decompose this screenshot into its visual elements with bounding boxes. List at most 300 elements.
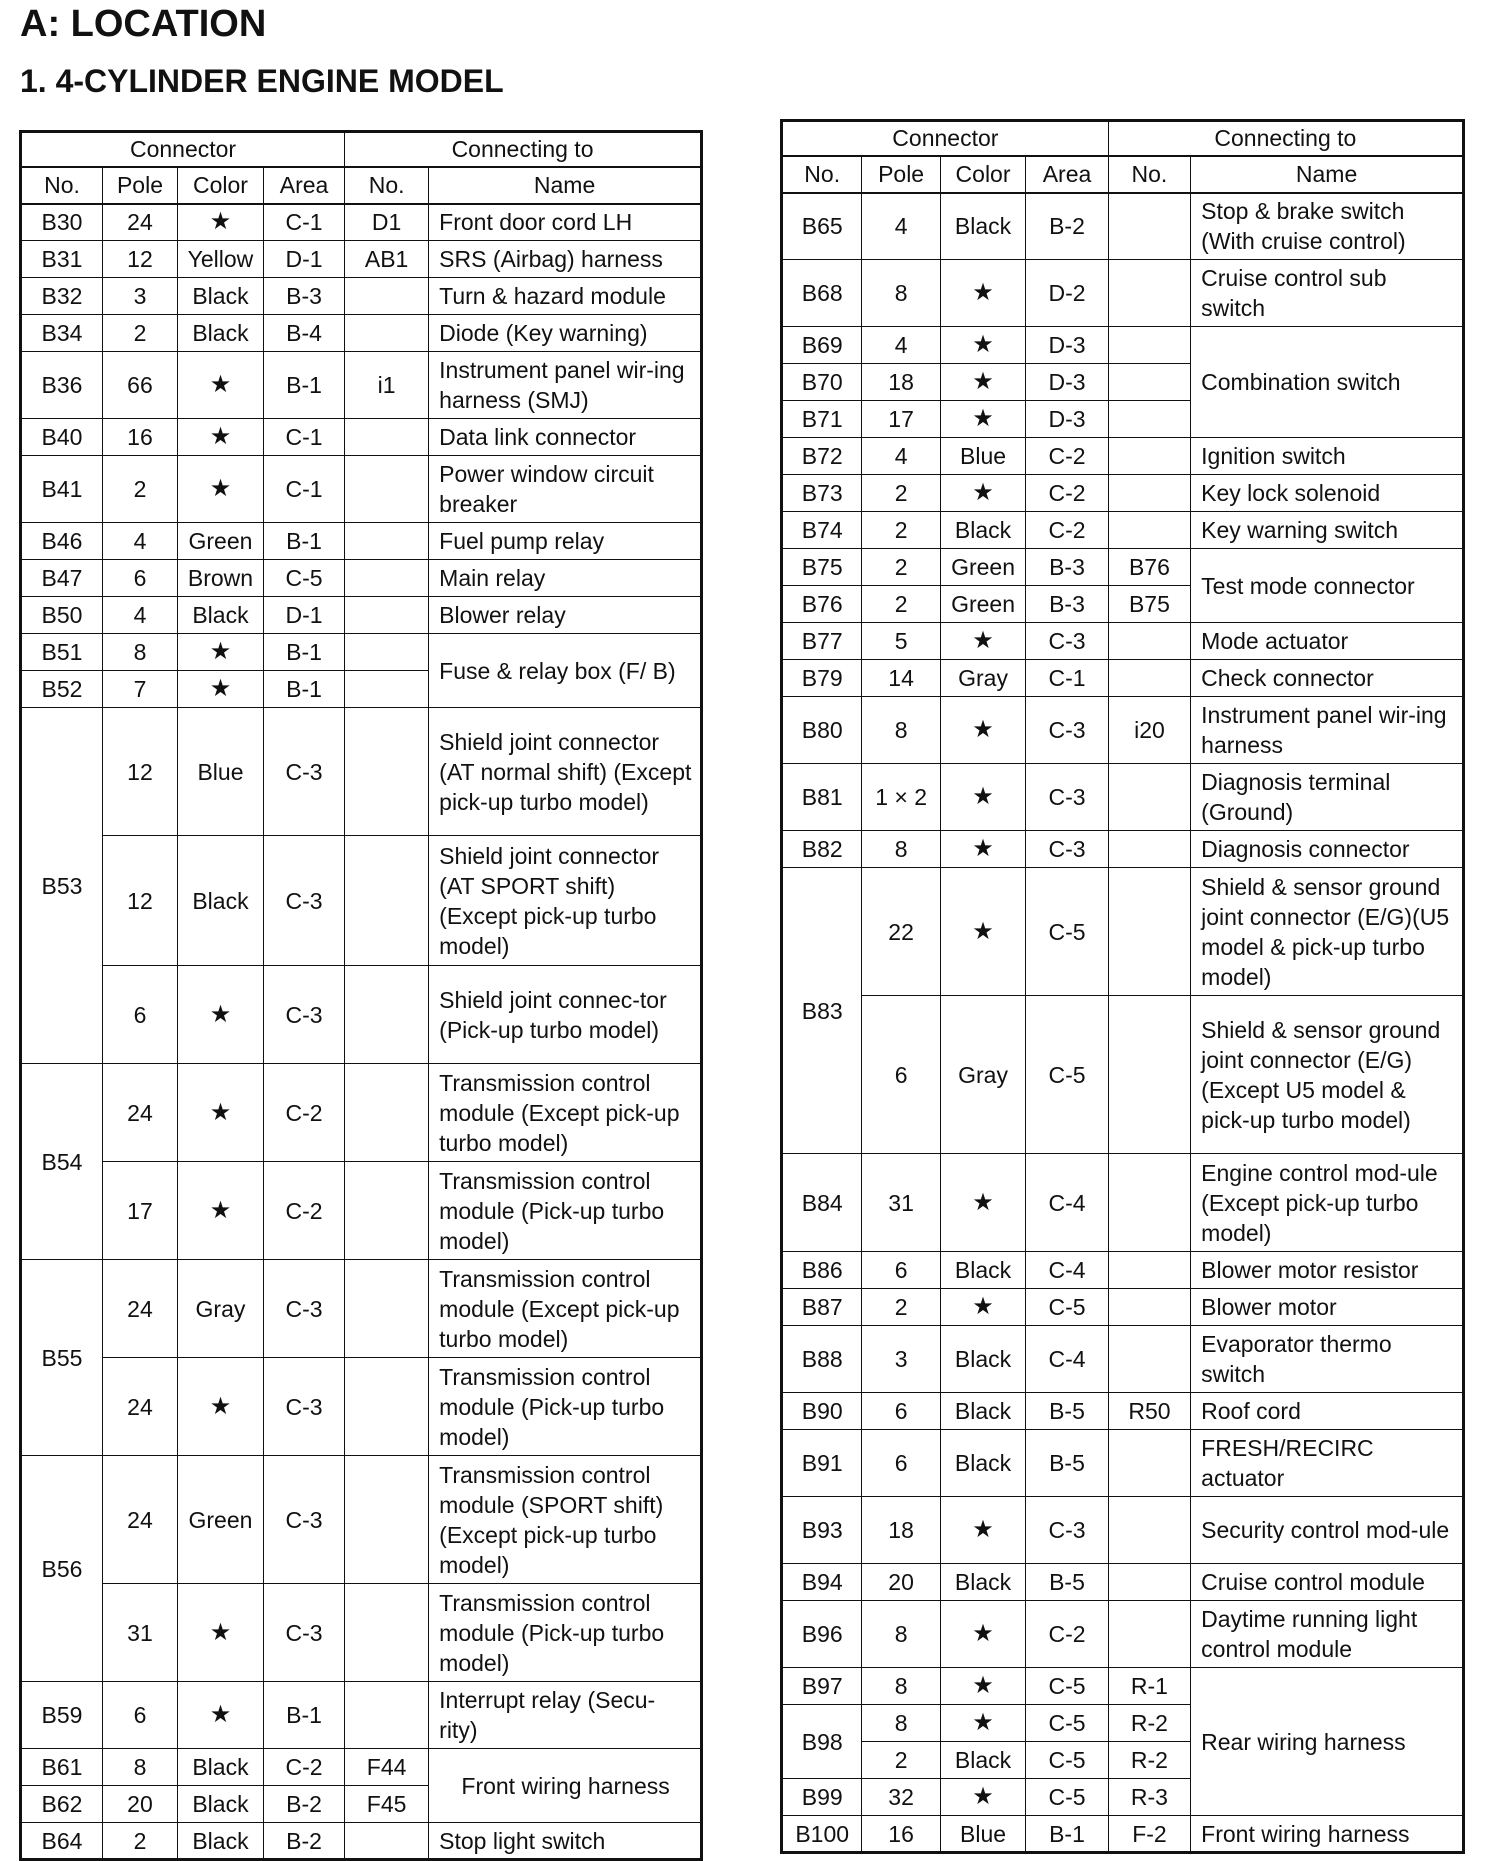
cell-no: B55 bbox=[21, 1260, 103, 1456]
cell-to-no bbox=[1108, 1601, 1190, 1668]
cell-color: ★ bbox=[940, 1497, 1026, 1564]
cell-no: B97 bbox=[782, 1668, 862, 1705]
col-color-header: Color bbox=[177, 167, 263, 204]
cell-to-no bbox=[1108, 1252, 1190, 1289]
cell-area: C-2 bbox=[264, 1749, 345, 1786]
table-row bbox=[782, 996, 1464, 1154]
cell-area: D-3 bbox=[1026, 327, 1108, 364]
cell-pole: 3 bbox=[862, 1326, 940, 1393]
cell-no: B70 bbox=[782, 364, 862, 401]
cell-name: Key lock solenoid bbox=[1191, 475, 1464, 512]
cell-area: C-3 bbox=[264, 708, 345, 836]
cell-pole: 2 bbox=[862, 1742, 940, 1779]
cell-area: C-3 bbox=[264, 966, 345, 1064]
table-row bbox=[782, 260, 1464, 327]
cell-no: B36 bbox=[21, 352, 103, 419]
cell-no: B90 bbox=[782, 1393, 862, 1430]
table-row bbox=[21, 315, 702, 352]
cell-to-no bbox=[345, 708, 429, 836]
cell-no: B99 bbox=[782, 1779, 862, 1816]
cell-color: Black bbox=[940, 512, 1026, 549]
cell-pole: 8 bbox=[862, 831, 940, 868]
cell-area: C-3 bbox=[1026, 831, 1108, 868]
cell-name: FRESH/RECIRC actuator bbox=[1191, 1430, 1464, 1497]
cell-color: Black bbox=[940, 1742, 1026, 1779]
cell-pole: 22 bbox=[862, 868, 940, 996]
table-row bbox=[782, 764, 1464, 831]
cell-pole: 4 bbox=[862, 193, 940, 260]
cell-pole: 8 bbox=[862, 1601, 940, 1668]
cell-color: Green bbox=[177, 1456, 263, 1584]
cell-area: B-1 bbox=[264, 523, 345, 560]
cell-pole: 2 bbox=[862, 586, 940, 623]
cell-name: Cruise control sub switch bbox=[1191, 260, 1464, 327]
cell-area: D-3 bbox=[1026, 401, 1108, 438]
cell-to-no bbox=[1108, 1326, 1190, 1393]
cell-color: ★ bbox=[940, 831, 1026, 868]
table-row bbox=[782, 438, 1464, 475]
cell-name: Transmission control module (SPORT shift) (Except pick-up turbo model) bbox=[429, 1456, 702, 1584]
cell-name: Mode actuator bbox=[1191, 623, 1464, 660]
cell-to-no bbox=[1108, 1497, 1190, 1564]
cell-area: C-3 bbox=[1026, 1497, 1108, 1564]
cell-no: B50 bbox=[21, 597, 103, 634]
cell-area: C-2 bbox=[1026, 475, 1108, 512]
cell-to-no bbox=[1108, 764, 1190, 831]
cell-name: Stop light switch bbox=[429, 1823, 702, 1860]
cell-area: B-5 bbox=[1026, 1564, 1108, 1601]
cell-to-no bbox=[345, 1456, 429, 1584]
cell-pole: 6 bbox=[103, 1682, 178, 1749]
cell-to-no bbox=[1108, 1154, 1190, 1252]
cell-pole: 7 bbox=[103, 671, 178, 708]
cell-to-no bbox=[345, 1064, 429, 1162]
cell-color: Black bbox=[177, 597, 263, 634]
cell-no: B83 bbox=[782, 868, 862, 1154]
cell-color: ★ bbox=[177, 419, 263, 456]
cell-to-no bbox=[345, 278, 429, 315]
cell-color: ★ bbox=[940, 623, 1026, 660]
cell-name: Engine control mod-ule (Except pick-up turbo model) bbox=[1191, 1154, 1464, 1252]
table-row bbox=[782, 1601, 1464, 1668]
cell-color: Black bbox=[177, 1749, 263, 1786]
cell-to-no: B76 bbox=[1108, 549, 1190, 586]
cell-color: ★ bbox=[177, 1358, 263, 1456]
connecting-to-group-header: Connecting to bbox=[345, 132, 702, 167]
cell-pole: 17 bbox=[862, 401, 940, 438]
cell-to-no bbox=[345, 1260, 429, 1358]
cell-area: B-2 bbox=[1026, 193, 1108, 260]
cell-no: B94 bbox=[782, 1564, 862, 1601]
section-title: 1. 4-CYLINDER ENGINE MODEL bbox=[20, 63, 504, 99]
cell-no: B61 bbox=[21, 1749, 103, 1786]
table-row bbox=[21, 523, 702, 560]
cell-no: B64 bbox=[21, 1823, 103, 1860]
table-row bbox=[21, 1456, 702, 1584]
table-row bbox=[782, 1252, 1464, 1289]
cell-color: Green bbox=[940, 549, 1026, 586]
cell-to-no: R-2 bbox=[1108, 1742, 1190, 1779]
cell-pole: 17 bbox=[103, 1162, 178, 1260]
cell-name: Shield & sensor ground joint connector (E/G)(U5 model & pick-up turbo model) bbox=[1191, 868, 1464, 996]
cell-to-no bbox=[1108, 327, 1190, 364]
col-no-header: No. bbox=[782, 156, 862, 193]
cell-pole: 32 bbox=[862, 1779, 940, 1816]
cell-name: Diagnosis terminal (Ground) bbox=[1191, 764, 1464, 831]
cell-pole: 6 bbox=[862, 1393, 940, 1430]
table-row bbox=[21, 1260, 702, 1358]
cell-name: Cruise control module bbox=[1191, 1564, 1464, 1601]
cell-pole: 4 bbox=[862, 438, 940, 475]
cell-color: ★ bbox=[177, 1064, 263, 1162]
cell-to-no: i1 bbox=[345, 352, 429, 419]
cell-to-no: F-2 bbox=[1108, 1816, 1190, 1853]
cell-pole: 4 bbox=[103, 597, 178, 634]
table-row bbox=[782, 475, 1464, 512]
cell-no: B100 bbox=[782, 1816, 862, 1853]
cell-pole: 24 bbox=[103, 1456, 178, 1584]
cell-name: Transmission control module (Pick-up turbo model) bbox=[429, 1162, 702, 1260]
col-area-header: Area bbox=[1026, 156, 1108, 193]
cell-name: Instrument panel wir-ing harness (SMJ) bbox=[429, 352, 702, 419]
cell-no: B72 bbox=[782, 438, 862, 475]
cell-color: Black bbox=[940, 193, 1026, 260]
cell-pole: 24 bbox=[103, 1064, 178, 1162]
cell-to-no bbox=[345, 419, 429, 456]
cell-area: C-3 bbox=[264, 1260, 345, 1358]
table-row bbox=[782, 1497, 1464, 1564]
cell-pole: 8 bbox=[103, 1749, 178, 1786]
table-row bbox=[782, 549, 1464, 586]
table-row bbox=[21, 634, 702, 671]
table-row bbox=[782, 660, 1464, 697]
cell-name: Blower motor bbox=[1191, 1289, 1464, 1326]
cell-color: ★ bbox=[940, 1289, 1026, 1326]
cell-to-no bbox=[345, 634, 429, 671]
col-area-header: Area bbox=[264, 167, 345, 204]
cell-to-no bbox=[345, 597, 429, 634]
cell-to-no bbox=[1108, 1564, 1190, 1601]
cell-no: B91 bbox=[782, 1430, 862, 1497]
cell-color: ★ bbox=[940, 475, 1026, 512]
cell-pole: 2 bbox=[103, 315, 178, 352]
col-to-no-header: No. bbox=[345, 167, 429, 204]
table-row bbox=[782, 1430, 1464, 1497]
cell-area: C-2 bbox=[264, 1162, 345, 1260]
cell-no: B62 bbox=[21, 1786, 103, 1823]
table-row bbox=[21, 1064, 702, 1162]
cell-no: B73 bbox=[782, 475, 862, 512]
cell-pole: 20 bbox=[103, 1786, 178, 1823]
cell-name: Blower relay bbox=[429, 597, 702, 634]
cell-area: B-3 bbox=[264, 278, 345, 315]
cell-name: Power window circuit breaker bbox=[429, 456, 702, 523]
cell-to-no bbox=[1108, 260, 1190, 327]
cell-to-no: AB1 bbox=[345, 241, 429, 278]
cell-pole: 31 bbox=[862, 1154, 940, 1252]
cell-area: C-4 bbox=[1026, 1154, 1108, 1252]
cell-area: B-1 bbox=[264, 634, 345, 671]
cell-area: B-5 bbox=[1026, 1430, 1108, 1497]
cell-color: ★ bbox=[940, 1601, 1026, 1668]
cell-area: D-1 bbox=[264, 241, 345, 278]
table-row bbox=[782, 1668, 1464, 1705]
table-row bbox=[21, 708, 702, 836]
cell-no: B40 bbox=[21, 419, 103, 456]
cell-to-no bbox=[1108, 438, 1190, 475]
cell-name: Main relay bbox=[429, 560, 702, 597]
cell-pole: 5 bbox=[862, 623, 940, 660]
cell-to-no bbox=[1108, 401, 1190, 438]
table-row bbox=[782, 697, 1464, 764]
cell-pole: 31 bbox=[103, 1584, 178, 1682]
table-row bbox=[782, 327, 1464, 364]
table-row bbox=[21, 278, 702, 315]
cell-area: C-3 bbox=[1026, 697, 1108, 764]
cell-pole: 18 bbox=[862, 364, 940, 401]
cell-area: B-3 bbox=[1026, 586, 1108, 623]
col-pole-header: Pole bbox=[103, 167, 178, 204]
cell-to-no bbox=[345, 836, 429, 966]
table-row bbox=[21, 1358, 702, 1456]
table-row bbox=[21, 1749, 702, 1786]
table-row bbox=[21, 1162, 702, 1260]
connector-group-header: Connector bbox=[21, 132, 345, 167]
cell-to-no bbox=[1108, 512, 1190, 549]
table-row bbox=[21, 419, 702, 456]
cell-area: C-5 bbox=[1026, 996, 1108, 1154]
cell-to-no bbox=[345, 523, 429, 560]
cell-pole: 2 bbox=[862, 475, 940, 512]
cell-no: B34 bbox=[21, 315, 103, 352]
page-title: A: LOCATION bbox=[20, 3, 267, 45]
cell-name: Diagnosis connector bbox=[1191, 831, 1464, 868]
cell-pole: 20 bbox=[862, 1564, 940, 1601]
cell-name: Evaporator thermo switch bbox=[1191, 1326, 1464, 1393]
cell-area: D-1 bbox=[264, 597, 345, 634]
cell-no: B87 bbox=[782, 1289, 862, 1326]
cell-color: ★ bbox=[940, 1779, 1026, 1816]
cell-name: Stop & brake switch (With cruise control) bbox=[1191, 193, 1464, 260]
cell-color: ★ bbox=[177, 456, 263, 523]
cell-no: B74 bbox=[782, 512, 862, 549]
cell-to-no bbox=[1108, 868, 1190, 996]
cell-area: C-5 bbox=[264, 560, 345, 597]
cell-pole: 24 bbox=[103, 204, 178, 241]
cell-no: B86 bbox=[782, 1252, 862, 1289]
cell-no: B51 bbox=[21, 634, 103, 671]
cell-color: ★ bbox=[940, 260, 1026, 327]
cell-no: B65 bbox=[782, 193, 862, 260]
col-name-header: Name bbox=[429, 167, 702, 204]
cell-area: C-1 bbox=[1026, 660, 1108, 697]
cell-to-no bbox=[345, 966, 429, 1064]
cell-no: B77 bbox=[782, 623, 862, 660]
cell-area: C-1 bbox=[264, 456, 345, 523]
cell-pole: 2 bbox=[103, 1823, 178, 1860]
cell-name: Transmission control module (Pick-up turbo model) bbox=[429, 1584, 702, 1682]
cell-color: ★ bbox=[177, 634, 263, 671]
cell-no: B69 bbox=[782, 327, 862, 364]
cell-color: Black bbox=[940, 1430, 1026, 1497]
cell-pole: 14 bbox=[862, 660, 940, 697]
cell-color: ★ bbox=[177, 671, 263, 708]
cell-to-no bbox=[345, 671, 429, 708]
cell-pole: 12 bbox=[103, 708, 178, 836]
cell-name: Key warning switch bbox=[1191, 512, 1464, 549]
cell-to-no bbox=[1108, 1430, 1190, 1497]
cell-no: B53 bbox=[21, 708, 103, 1064]
cell-no: B41 bbox=[21, 456, 103, 523]
table-row bbox=[782, 1154, 1464, 1252]
cell-to-no bbox=[1108, 364, 1190, 401]
table-row bbox=[782, 868, 1464, 996]
cell-name: Ignition switch bbox=[1191, 438, 1464, 475]
cell-no: B30 bbox=[21, 204, 103, 241]
cell-no: B47 bbox=[21, 560, 103, 597]
cell-name: Shield joint connector (AT normal shift) (Except pick-up turbo model) bbox=[429, 708, 702, 836]
connector-table-right bbox=[780, 119, 1465, 1854]
cell-name: Fuel pump relay bbox=[429, 523, 702, 560]
cell-to-no: F44 bbox=[345, 1749, 429, 1786]
cell-color: ★ bbox=[940, 1154, 1026, 1252]
cell-to-no: R-2 bbox=[1108, 1705, 1190, 1742]
cell-to-no bbox=[1108, 996, 1190, 1154]
connecting-to-group-header: Connecting to bbox=[1108, 121, 1463, 156]
cell-pole: 24 bbox=[103, 1358, 178, 1456]
cell-no: B31 bbox=[21, 241, 103, 278]
cell-area: C-5 bbox=[1026, 1668, 1108, 1705]
cell-name: Data link connector bbox=[429, 419, 702, 456]
cell-to-no bbox=[345, 1584, 429, 1682]
cell-to-no: B75 bbox=[1108, 586, 1190, 623]
cell-color: ★ bbox=[940, 868, 1026, 996]
cell-area: D-2 bbox=[1026, 260, 1108, 327]
cell-name: Shield & sensor ground joint connector (E/G) (Except U5 model & pick-up turbo model) bbox=[1191, 996, 1464, 1154]
cell-color: ★ bbox=[940, 764, 1026, 831]
cell-pole: 6 bbox=[862, 996, 940, 1154]
cell-pole: 8 bbox=[862, 1705, 940, 1742]
cell-color: Blue bbox=[177, 708, 263, 836]
cell-no: B56 bbox=[21, 1456, 103, 1682]
cell-area: C-2 bbox=[1026, 1601, 1108, 1668]
cell-name: Diode (Key warning) bbox=[429, 315, 702, 352]
cell-to-no bbox=[345, 1358, 429, 1456]
col-pole-header: Pole bbox=[862, 156, 940, 193]
cell-name: Rear wiring harness bbox=[1191, 1668, 1464, 1816]
table-row bbox=[21, 1823, 702, 1860]
cell-no: B82 bbox=[782, 831, 862, 868]
cell-color: Green bbox=[177, 523, 263, 560]
cell-area: C-3 bbox=[1026, 764, 1108, 831]
cell-color: ★ bbox=[940, 401, 1026, 438]
cell-name: Blower motor resistor bbox=[1191, 1252, 1464, 1289]
cell-pole: 6 bbox=[103, 966, 178, 1064]
cell-no: B98 bbox=[782, 1705, 862, 1779]
cell-to-no bbox=[345, 1162, 429, 1260]
cell-no: B71 bbox=[782, 401, 862, 438]
cell-name: Shield joint connec-tor (Pick-up turbo model) bbox=[429, 966, 702, 1064]
cell-area: B-2 bbox=[264, 1823, 345, 1860]
cell-pole: 2 bbox=[862, 1289, 940, 1326]
cell-area: C-4 bbox=[1026, 1326, 1108, 1393]
cell-name: Interrupt relay (Secu-rity) bbox=[429, 1682, 702, 1749]
cell-area: C-1 bbox=[264, 419, 345, 456]
cell-color: Black bbox=[177, 278, 263, 315]
table-row bbox=[782, 1393, 1464, 1430]
cell-name: Front door cord LH bbox=[429, 204, 702, 241]
cell-color: ★ bbox=[177, 1682, 263, 1749]
cell-color: Green bbox=[940, 586, 1026, 623]
cell-to-no: R-3 bbox=[1108, 1779, 1190, 1816]
cell-no: B79 bbox=[782, 660, 862, 697]
cell-name: Instrument panel wir-ing harness bbox=[1191, 697, 1464, 764]
table-row bbox=[782, 1564, 1464, 1601]
cell-pole: 24 bbox=[103, 1260, 178, 1358]
table-row bbox=[782, 512, 1464, 549]
cell-no: B84 bbox=[782, 1154, 862, 1252]
cell-pole: 4 bbox=[103, 523, 178, 560]
cell-area: B-3 bbox=[1026, 549, 1108, 586]
cell-to-no bbox=[1108, 193, 1190, 260]
cell-no: B54 bbox=[21, 1064, 103, 1260]
cell-no: B46 bbox=[21, 523, 103, 560]
cell-color: Black bbox=[177, 1823, 263, 1860]
cell-name: Turn & hazard module bbox=[429, 278, 702, 315]
cell-to-no bbox=[1108, 1289, 1190, 1326]
cell-to-no: F45 bbox=[345, 1786, 429, 1823]
cell-area: C-2 bbox=[1026, 438, 1108, 475]
cell-name: Front wiring harness bbox=[1191, 1816, 1464, 1853]
cell-area: C-3 bbox=[1026, 623, 1108, 660]
cell-to-no bbox=[1108, 475, 1190, 512]
cell-area: C-2 bbox=[1026, 512, 1108, 549]
table-row bbox=[21, 560, 702, 597]
cell-color: ★ bbox=[177, 1162, 263, 1260]
cell-area: C-3 bbox=[264, 1584, 345, 1682]
cell-name: Combination switch bbox=[1191, 327, 1464, 438]
cell-to-no bbox=[1108, 660, 1190, 697]
cell-name: Transmission control module (Pick-up turbo model) bbox=[429, 1358, 702, 1456]
table-row bbox=[782, 623, 1464, 660]
cell-no: B75 bbox=[782, 549, 862, 586]
cell-to-no: D1 bbox=[345, 204, 429, 241]
cell-name: Transmission control module (Except pick-up turbo model) bbox=[429, 1064, 702, 1162]
cell-pole: 12 bbox=[103, 836, 178, 966]
cell-pole: 6 bbox=[862, 1252, 940, 1289]
cell-to-no bbox=[345, 1823, 429, 1860]
cell-no: B68 bbox=[782, 260, 862, 327]
cell-pole: 8 bbox=[862, 697, 940, 764]
cell-area: C-5 bbox=[1026, 1779, 1108, 1816]
cell-color: Black bbox=[177, 836, 263, 966]
col-to-no-header: No. bbox=[1108, 156, 1190, 193]
cell-to-no bbox=[345, 1682, 429, 1749]
cell-pole: 18 bbox=[862, 1497, 940, 1564]
cell-color: Yellow bbox=[177, 241, 263, 278]
cell-to-no: R50 bbox=[1108, 1393, 1190, 1430]
cell-color: Blue bbox=[940, 438, 1026, 475]
cell-area: B-1 bbox=[264, 1682, 345, 1749]
cell-pole: 12 bbox=[103, 241, 178, 278]
cell-pole: 4 bbox=[862, 327, 940, 364]
table-row bbox=[21, 1584, 702, 1682]
cell-name: Test mode connector bbox=[1191, 549, 1464, 623]
cell-to-no bbox=[1108, 831, 1190, 868]
cell-color: Gray bbox=[177, 1260, 263, 1358]
cell-pole: 2 bbox=[862, 549, 940, 586]
connector-group-header: Connector bbox=[782, 121, 1109, 156]
